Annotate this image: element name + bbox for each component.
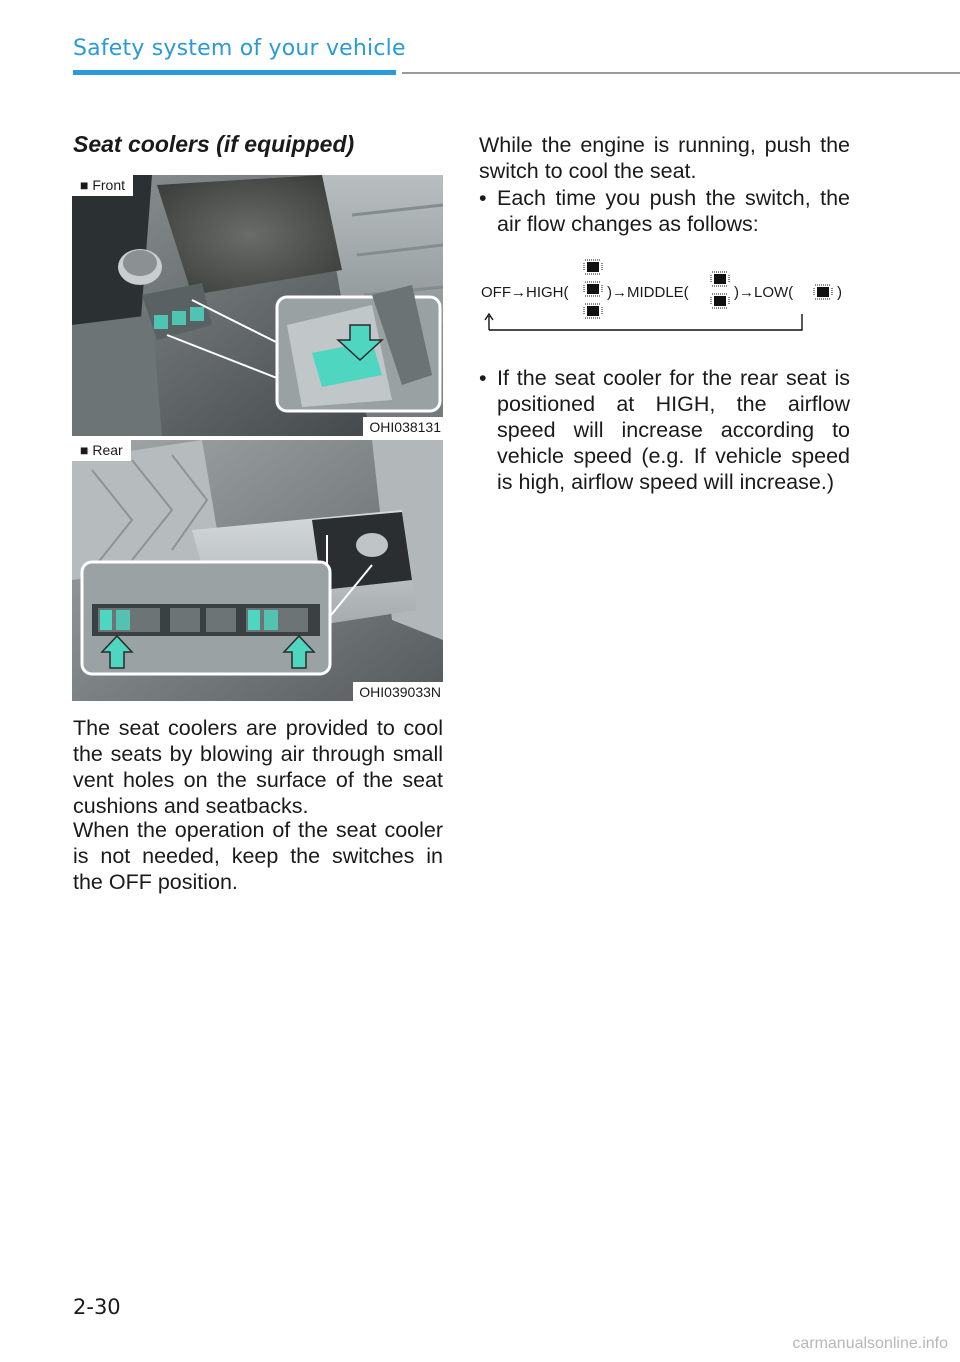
- fan-icon: [583, 280, 603, 298]
- fan-icon: [710, 270, 730, 288]
- front-console-photo: [72, 175, 443, 436]
- flow-off-high: OFF→HIGH(: [481, 284, 569, 301]
- rear-figure-code: OHI039033N: [353, 682, 443, 701]
- watermark: carmanualsonline.info: [792, 1335, 948, 1352]
- paragraph-purpose: The seat coolers are provided to cool the seats by blowing air through small vent holes on the surface of the seat cushions and seatbacks.: [73, 716, 443, 818]
- section-title: Seat coolers (if equipped): [73, 131, 355, 157]
- fan-icon: [710, 292, 730, 310]
- front-figure-code: OHI038131: [363, 417, 443, 436]
- bullet-text: If the seat cooler for the rear seat is positioned at HIGH, the airflow speed will increase according to vehicle speed (e.g. If vehicle speed is high, airflow speed will increase.): [497, 366, 850, 494]
- loop-back-line: [479, 310, 809, 336]
- paragraph-off-position: When the operation of the seat cooler is not needed, keep the switches in the OFF position.: [73, 818, 443, 894]
- airflow-cycle-diagram: [479, 250, 859, 340]
- bullet-rear-high: [479, 365, 850, 495]
- flow-low: )→LOW(: [734, 284, 794, 301]
- bullet-text: Each time you push the switch, the air flow changes as follows:: [497, 186, 850, 236]
- page-number: 2-30: [73, 1295, 121, 1319]
- rear-figure-tag: ■ Rear: [72, 440, 131, 461]
- rear-armrest-photo: [72, 440, 443, 701]
- running-header: Safety system of your vehicle: [73, 36, 406, 61]
- flow-end: ): [837, 284, 842, 301]
- fan-icon: [583, 258, 603, 276]
- bullet-mark: •: [479, 366, 487, 390]
- bullet-airflow-sequence: [479, 185, 850, 237]
- flow-middle: )→MIDDLE(: [607, 284, 689, 301]
- fan-icon: [813, 283, 833, 301]
- paragraph-engine-running: While the engine is running, push the switch to cool the seat.: [479, 133, 850, 183]
- bullet-mark: •: [479, 186, 487, 210]
- front-figure-tag: ■ Front: [72, 175, 133, 196]
- header-divider: [402, 72, 960, 74]
- header-accent-bar: [73, 70, 396, 75]
